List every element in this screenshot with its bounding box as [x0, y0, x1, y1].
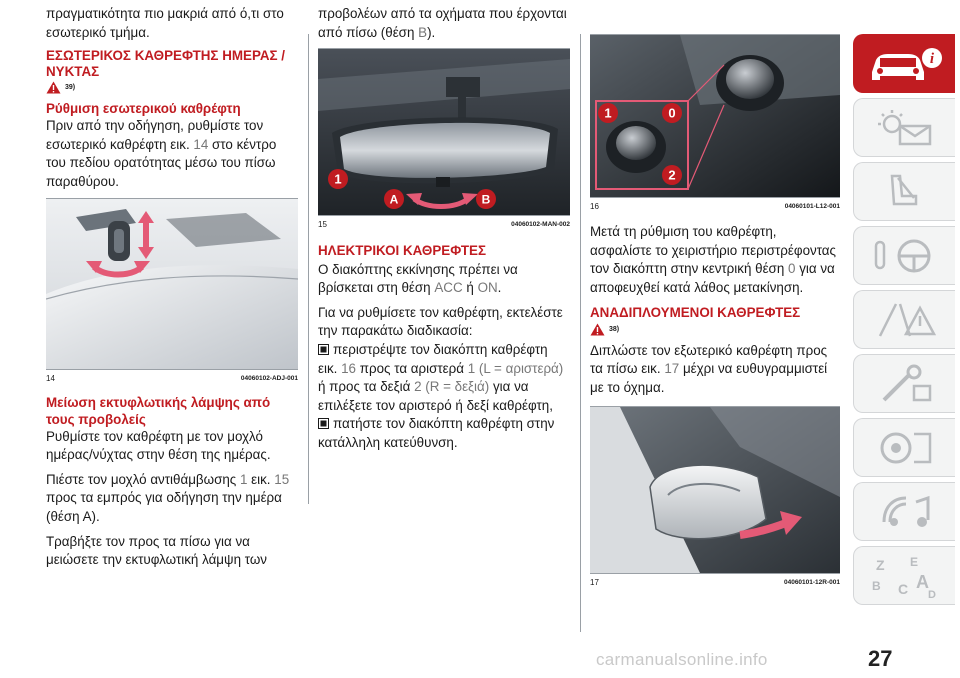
ignition-position-on: ON	[477, 280, 498, 296]
position-label: B	[418, 24, 428, 40]
callout-0: 0	[668, 105, 676, 121]
continued-paragraph	[318, 5, 570, 42]
text: ή προς τα δεξιά	[318, 379, 411, 395]
tab-technical-data[interactable]	[853, 418, 955, 477]
text: Διπλώστε τον εξωτερικό καθρέφτη προς τα πίσω εικ.	[590, 342, 828, 377]
column-2	[318, 0, 570, 459]
text: μέχρι να ευθυγραμμιστεί με το όχημα.	[590, 361, 828, 396]
folding-paragraph	[590, 342, 840, 398]
figure-17-image	[590, 407, 840, 573]
technical-data-icon	[870, 428, 940, 468]
subsection-title-adjustment: Ρύθμιση εσωτερικού καθρέφτη	[46, 101, 241, 117]
warning-note	[46, 81, 298, 94]
warning-lights-icon	[870, 108, 940, 148]
svg-text:E: E	[909, 554, 918, 569]
svg-text:Z: Z	[875, 556, 885, 573]
column-1	[46, 0, 298, 576]
car-info-icon	[866, 44, 944, 84]
tab-maintenance[interactable]	[853, 354, 955, 413]
figure-number: 16	[590, 202, 599, 211]
ignition-position-acc: ACC	[434, 280, 463, 296]
figure-14	[46, 198, 298, 370]
column-divider	[308, 34, 309, 504]
figure-17-caption	[590, 574, 840, 587]
text: για να αποφευχθεί κατά λάθος μετακίνηση.	[590, 261, 835, 295]
warning-triangle-icon	[46, 81, 61, 94]
svg-text:C: C	[897, 580, 908, 597]
column-3	[590, 0, 840, 587]
text: Πριν από την οδήγηση, ρυθμίστε τον εσωτερικό καθρέφτη εικ.	[46, 118, 264, 152]
figure-code: 04060101-L12-001	[784, 203, 840, 210]
position-label: 0	[788, 261, 796, 277]
warning-triangle-icon	[590, 323, 605, 336]
subsection-title-glare: Μείωση εκτυφλωτικής λάμψης από τους προβολείς	[46, 394, 271, 427]
position-label: 2 (R = δεξιά)	[414, 379, 490, 395]
service-wrench-icon	[870, 364, 940, 404]
figure-15-caption	[318, 216, 570, 229]
text: για να επιλέξετε τον αριστερό ή δεξί καθρέφτη,	[318, 379, 553, 413]
figure-number: 17	[590, 577, 599, 587]
text: Μετά τη ρύθμιση του καθρέφτη, ασφαλίστε το χειριστήριο περιστρέφοντας τον διακόπτη στην κεντρική θέση	[590, 224, 837, 277]
page-number: 27	[868, 646, 893, 671]
text: προς τα αριστερά	[359, 360, 465, 376]
svg-text:A: A	[915, 571, 929, 592]
checkbox-bullet-icon	[318, 418, 329, 429]
callout-1: 1	[604, 105, 612, 121]
figure-code: 04060101-12R-001	[783, 578, 840, 586]
tab-vehicle-knowledge[interactable]	[853, 34, 955, 93]
tab-safety[interactable]	[853, 162, 955, 221]
column-divider	[580, 34, 581, 632]
text: ή	[466, 280, 474, 296]
figure-16	[590, 34, 840, 198]
figure-reference[interactable]: 16	[341, 360, 357, 376]
tab-multimedia[interactable]	[853, 482, 955, 541]
steering-wheel-icon	[870, 236, 940, 276]
figure-number: 14	[46, 373, 55, 383]
multimedia-icon	[870, 492, 940, 532]
adjustment-paragraph	[46, 117, 298, 191]
item-number: 1	[239, 471, 248, 487]
figure-code: 04060102-MAN-002	[511, 221, 570, 229]
figure-17	[590, 406, 840, 574]
chapter-sidebar	[853, 34, 960, 610]
ignition-paragraph	[318, 261, 570, 298]
figure-14-image	[46, 199, 298, 369]
figure-code: 04060102-ADJ-001	[240, 374, 298, 382]
section-title-folding-mirrors: ΑΝΑΔΙΠΛΟΥΜΕΝΟΙ ΚΑΘΡΕΦΤΕΣ	[590, 305, 801, 321]
tab-emergency[interactable]	[853, 290, 955, 349]
text: περιστρέψτε τον διακόπτη καθρέφτη εικ.	[318, 342, 548, 376]
glare-paragraph-2	[46, 471, 298, 527]
svg-text:B: B	[871, 578, 881, 593]
warning-reference: 38)	[609, 325, 620, 333]
figure-16-caption	[590, 198, 840, 211]
position-label: 1 (L = αριστερά)	[467, 360, 564, 376]
warning-reference: 39)	[65, 84, 76, 92]
callout-2: 2	[668, 167, 676, 183]
callout-a: A	[389, 192, 399, 207]
section-title-day-night-mirror: ΕΣΩΤΕΡΙΚΟΣ ΚΑΘΡΕΦΤΗΣ ΗΜΕΡΑΣ / ΝΥΚΤΑΣ	[46, 48, 286, 79]
text: Πιέστε τον μοχλό αντιθάμβωσης	[46, 471, 237, 487]
figure-reference[interactable]: 15	[274, 471, 290, 487]
tab-warning-lights[interactable]	[853, 98, 955, 157]
tab-starting-driving[interactable]	[853, 226, 955, 285]
svg-text:D: D	[927, 588, 936, 598]
callout-1: 1	[334, 171, 342, 187]
road-warning-icon	[870, 300, 940, 340]
figure-15	[318, 48, 570, 216]
text: εικ.	[251, 471, 271, 487]
intro-paragraph: πραγματικότητα πιο μακριά από ό,τι στο εσωτερικό τμήμα.	[46, 6, 284, 40]
text: προς τα εμπρός για οδήγηση την ημέρα (θέση Α).	[46, 490, 282, 524]
figure-number: 15	[318, 220, 327, 230]
checkbox-bullet-icon	[318, 344, 329, 355]
tab-index[interactable]	[853, 546, 955, 605]
text: προβολέων από τα οχήματα που έρχονται από πίσω (θέση	[318, 6, 567, 40]
procedure-step-1	[318, 341, 570, 415]
lock-paragraph	[590, 223, 840, 297]
text: .	[497, 280, 502, 296]
text: πατήστε τον διακόπτη καθρέφτη στην κατάλληλη κατεύθυνση.	[318, 416, 555, 451]
procedure-step-2	[318, 415, 570, 452]
figure-14-caption	[46, 370, 298, 383]
section-title-electric-mirrors: ΗΛΕΚΤΡΙΚΟΙ ΚΑΘΡΕΦΤΕΣ	[318, 243, 486, 259]
text: Ο διακόπτης εκκίνησης πρέπει να βρίσκεται στη θέση	[318, 261, 518, 296]
svg-text:i: i	[929, 50, 934, 67]
text: στο κέντρο του πεδίου ορατότητας μέσω του πίσω παραθύρου.	[46, 136, 277, 189]
procedure-intro: Για να ρυθμίσετε τον καθρέφτη, εκτελέστε την παρακάτω διαδικασία:	[318, 304, 563, 339]
callout-b: B	[481, 192, 491, 207]
watermark: carmanualsonline.info	[596, 650, 768, 669]
figure-16-image	[590, 35, 840, 197]
seat-safety-icon	[870, 172, 940, 212]
index-icon	[870, 554, 940, 598]
figure-reference[interactable]: 14	[193, 136, 209, 152]
glare-paragraph-3: Τραβήξτε τον προς τα πίσω για να μειώσετε την εκτυφλωτική λάμψη των	[46, 533, 267, 568]
figure-15-image	[318, 49, 570, 215]
warning-note	[590, 323, 840, 336]
figure-reference[interactable]: 17	[664, 361, 680, 377]
text: ).	[427, 24, 436, 40]
glare-paragraph-1: Ρυθμίστε τον καθρέφτη με τον μοχλό ημέρας/νύχτας στην θέση της ημέρας.	[46, 428, 271, 463]
